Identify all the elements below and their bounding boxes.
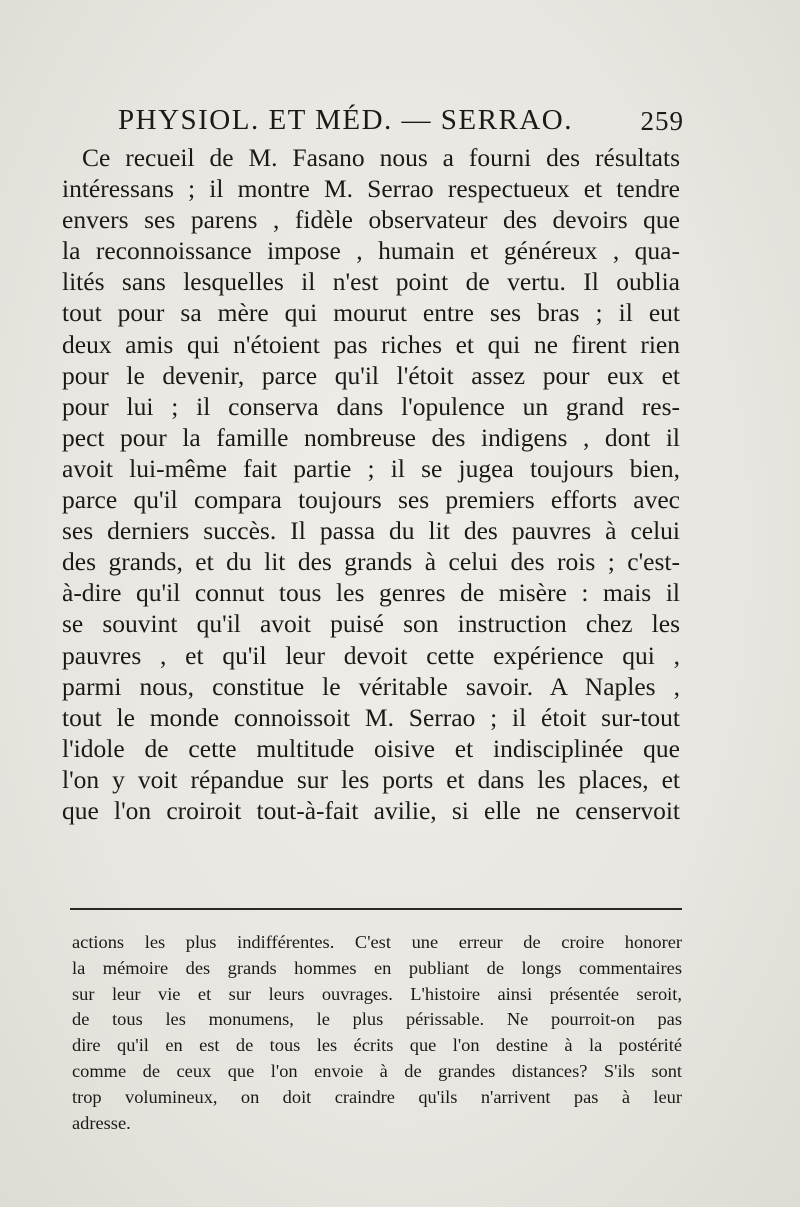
body-text [62,142,680,826]
text-line: deux amis qui n'étoient pas riches et qui ne firent rien [62,329,680,359]
footnote-divider [70,908,682,910]
text-line: se souvint qu'il avoit puisé son instruction chez les [62,609,680,639]
footnote-line: la mémoire des grands hommes en publiant de longs commentaires [72,957,682,978]
text-line: parmi nous, constitue le véritable savoir. A Naples , [62,671,680,701]
text-line: pect pour la famille nombreuse des indigens , dont il [62,422,680,452]
footnote-line: comme de ceux que l'on envoie à de grandes distances? S'ils sont [72,1060,682,1081]
text-line: des grands, et du lit des grands à celui des rois ; c'est- [62,547,680,577]
text-line: parce qu'il compara toujours ses premiers efforts avec [62,485,680,515]
text-line: envers ses parens , fidèle observateur des devoirs que [62,205,680,235]
footnote-line: actions les plus indifférentes. C'est une erreur de croire honorer [72,932,682,952]
running-title: PHYSIOL. ET MÉD. — SERRAO. [118,104,573,136]
text-line: intéressans ; il montre M. Serrao respectueux et tendre [62,174,680,204]
text-line: tout le monde connoissoit M. Serrao ; il étoit sur-tout [62,702,680,732]
text-line: pauvres , et qu'il leur devoit cette expérience qui , [62,640,680,670]
text-line: que l'on croiroit tout-à-fait avilie, si elle ne censervoit [62,795,680,825]
text-line: avoit lui-même fait partie ; il se jugea toujours bien, [62,453,680,483]
text-line: lités sans lesquelles il n'est point de vertu. Il oublia [62,267,680,297]
footnote-line: sur leur vie et sur leurs ouvrages. L'histoire ainsi présentée seroit, [72,983,682,1004]
text-line: Ce recueil de M. Fasano nous a fourni des résultats [82,143,680,172]
footnote-line: adresse. [72,1112,131,1133]
footnote-line: de tous les monumens, le plus périssable. Ne pourroit-on pas [72,1009,682,1030]
text-line: pour le devenir, parce qu'il l'étoit assez pour eux et [62,360,680,390]
text-line: l'idole de cette multitude oisive et indisciplinée que [62,733,680,763]
page-number: 259 [640,106,684,136]
footnote [72,930,682,1136]
text-line: à-dire qu'il connut tous les genres de misère : mais il [62,578,680,608]
text-line: tout pour sa mère qui mourut entre ses bras ; il eut [62,298,680,328]
text-line: la reconnoissance impose , humain et généreux , qua- [62,236,680,266]
page-header [118,104,684,144]
footnote-line: trop volumineux, on doit craindre qu'ils n'arrivent pas à leur [72,1086,682,1107]
footnote-line: dire qu'il en est de tous les écrits que l'on destine à la postérité [72,1035,682,1056]
text-line: l'on y voit répandue sur les ports et dans les places, et [62,764,680,794]
text-line: pour lui ; il conserva dans l'opulence un grand res- [62,391,680,421]
text-line: ses derniers succès. Il passa du lit des pauvres à celui [62,516,680,546]
